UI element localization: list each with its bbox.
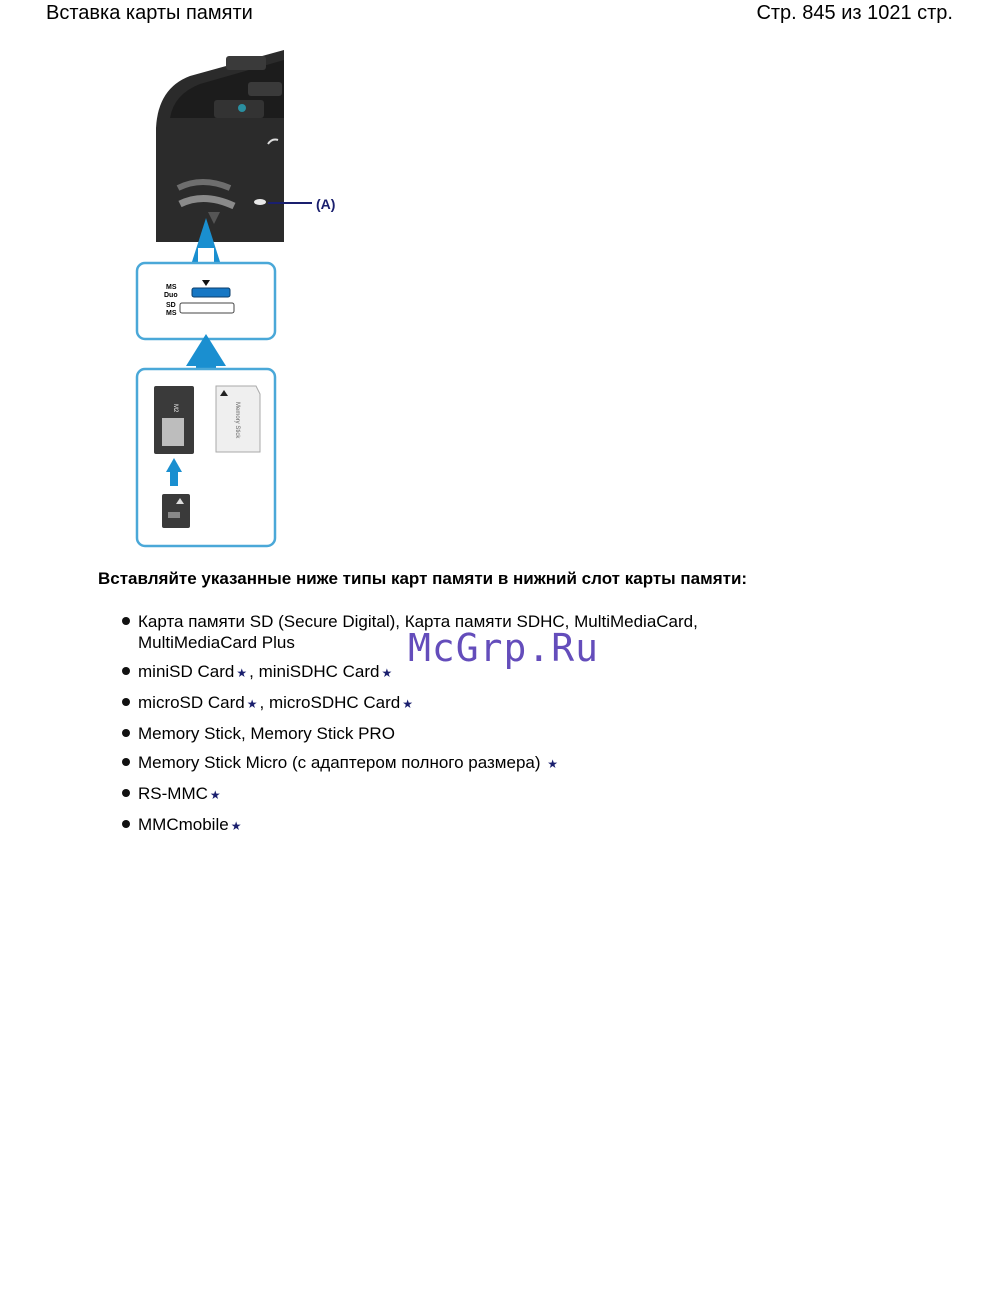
callout-label: (A) xyxy=(316,196,336,212)
bullet-icon xyxy=(122,698,130,706)
bullet-icon xyxy=(122,667,130,675)
watermark: McGrp.Ru xyxy=(408,626,600,670)
list-item-text: Memory Stick Micro (с адаптером полного размера) xyxy=(138,753,541,772)
page-title: Вставка карты памяти xyxy=(46,2,253,24)
star-icon: ★ xyxy=(402,697,414,711)
list-item xyxy=(122,692,738,715)
star-icon: ★ xyxy=(236,666,248,680)
list-item-text: Memory Stick, Memory Stick PRO xyxy=(138,724,395,743)
micro-card xyxy=(162,494,190,528)
list-item xyxy=(122,783,738,806)
list-item-text: miniSD Card xyxy=(138,662,235,681)
slot-frame xyxy=(137,263,275,339)
list-item xyxy=(122,814,738,837)
list-item-text: Карта памяти SD (Secure Digital), Карта памяти SDHC, MultiMediaCard, MultiMediaCard Plus xyxy=(138,612,698,652)
star-icon: ★ xyxy=(547,757,559,771)
sd-slot xyxy=(180,303,234,313)
bullet-icon xyxy=(122,820,130,828)
list-item-text-tail: , miniSDHC Card xyxy=(249,662,380,681)
list-item xyxy=(122,723,738,744)
slot-label-ms2: MS xyxy=(166,310,177,317)
list-item-text: microSD Card xyxy=(138,693,245,712)
star-icon: ★ xyxy=(246,697,258,711)
card-slot-illustration xyxy=(130,48,350,553)
memory-stick-card xyxy=(216,386,260,452)
svg-text:M2: M2 xyxy=(172,404,178,413)
list-item-text-tail: , microSDHC Card xyxy=(259,693,401,712)
bullet-icon xyxy=(122,789,130,797)
slot-label-sd: SD xyxy=(166,302,176,309)
star-icon: ★ xyxy=(381,666,393,680)
page-counter: Стр. 845 из 1021 стр. xyxy=(756,2,953,24)
bullet-icon xyxy=(122,617,130,625)
printer-panel xyxy=(156,50,284,242)
star-icon: ★ xyxy=(209,788,221,802)
list-item xyxy=(122,752,738,775)
svg-text:Memory Stick: Memory Stick xyxy=(234,402,240,439)
list-item-text: MMCmobile xyxy=(138,815,229,834)
list-item-text: RS-MMC xyxy=(138,784,208,803)
star-icon: ★ xyxy=(230,819,242,833)
bullet-icon xyxy=(122,758,130,766)
memory-card-diagram xyxy=(130,48,350,553)
slot-label-duo: Duo xyxy=(164,292,178,299)
instruction-heading: Вставляйте указанные ниже типы карт памяти в нижний слот карты памяти: xyxy=(98,569,748,588)
ms-duo-slot xyxy=(192,288,230,297)
slot-label-ms: MS xyxy=(166,284,177,291)
micro-adapter-card xyxy=(154,386,194,454)
bullet-icon xyxy=(122,729,130,737)
